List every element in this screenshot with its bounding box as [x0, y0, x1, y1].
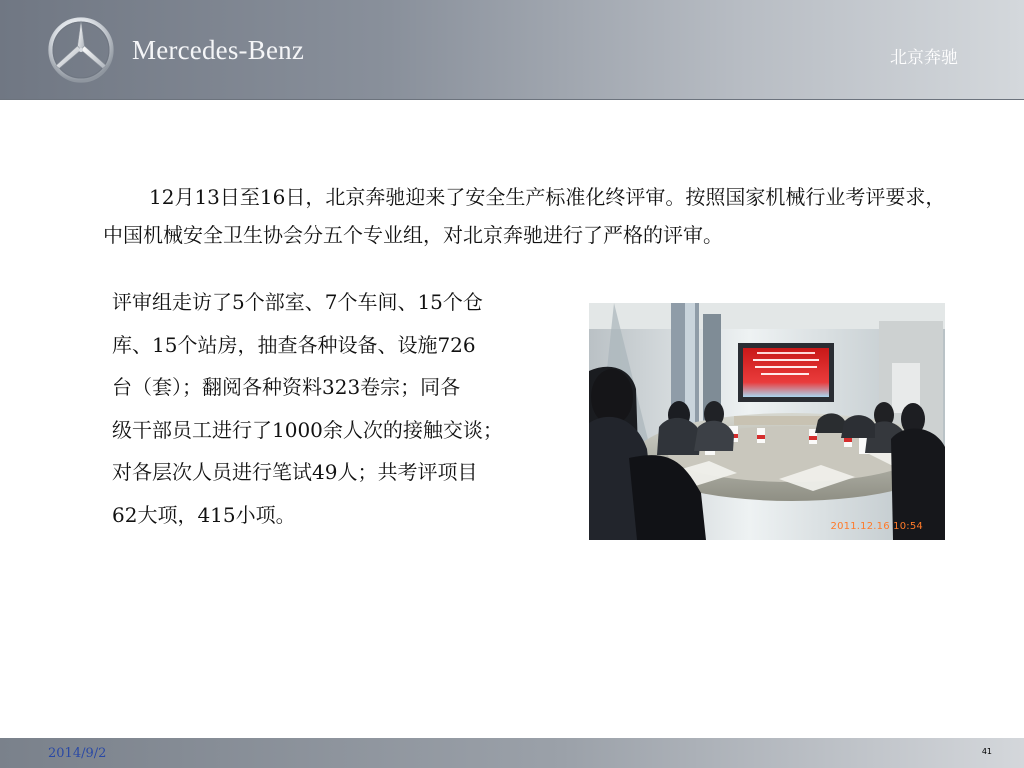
details-line: 台（套）；翻阅各种资料323卷宗；同各 [112, 375, 461, 399]
brand-name: Mercedes-Benz [132, 35, 305, 65]
footer-date: 2014/9/2 [48, 746, 107, 761]
details-line: 评审组走访了5个部室、7个车间、15个仓 [112, 290, 483, 314]
mercedes-star-icon [47, 16, 115, 84]
header-company-name: 北京奔驰 [890, 48, 958, 68]
details-line: 库、15个站房，抽查各种设备、设施726 [112, 332, 476, 357]
intro-paragraph: 12月13日至16日，北京奔驰迎来了安全生产标准化终评审。按照国家机械行业考评要求，中国机械安全卫生协会分五个专业组，对北京奔驰进行了严格的评审。 [103, 185, 946, 247]
slide-header [0, 0, 1024, 100]
meeting-photo [589, 303, 945, 540]
details-line: 级干部员工进行了1000余人次的接触交谈； [112, 417, 503, 442]
details-line: 对各层次人员进行笔试49人；共考评项目 [112, 460, 478, 484]
details-line: 62大项，415小项。 [112, 502, 296, 527]
photo-timestamp: 2011.12.16 10:54 [830, 521, 923, 532]
details-paragraph [112, 281, 542, 536]
slide-footer [0, 738, 1024, 768]
page-number: 41 [981, 747, 992, 756]
